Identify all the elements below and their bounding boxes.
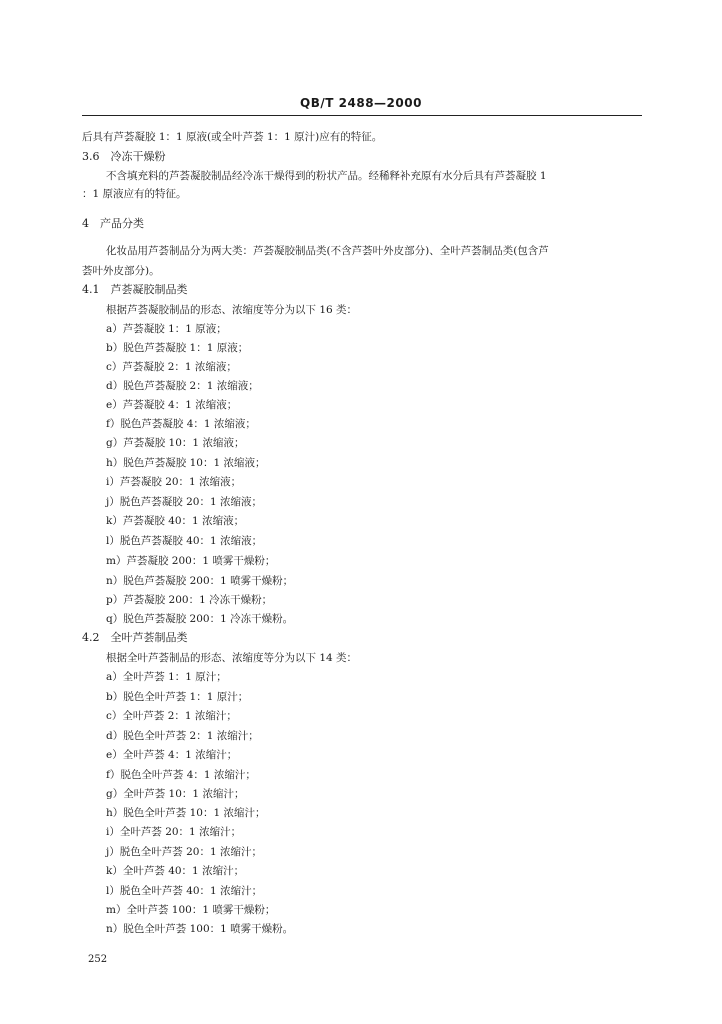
list-item: g）芦荟凝胶 10：1 浓缩液； <box>106 437 245 449</box>
text-line: 荟叶外皮部分)。 <box>82 265 160 277</box>
page-number: 252 <box>88 954 108 965</box>
section-heading-4: 4 产品分类 <box>82 217 144 230</box>
list-item: j）脱色全叶芦荟 20：1 浓缩汁； <box>106 846 262 858</box>
list-item: n）脱色全叶芦荟 100：1 喷雾干燥粉。 <box>106 923 294 935</box>
list-item: m）芦荟凝胶 200：1 喷雾干燥粉； <box>106 555 276 567</box>
text-line: ：1 原液应有的特征。 <box>82 188 187 200</box>
list-item: i）芦荟凝胶 20：1 浓缩液； <box>106 476 242 488</box>
list-item: a）全叶芦荟 1：1 原汁； <box>106 671 227 683</box>
list-item: i）全叶芦荟 20：1 浓缩汁； <box>106 826 242 838</box>
list-item: h）脱色芦荟凝胶 10：1 浓缩液； <box>106 457 266 469</box>
list-item: c）全叶芦荟 2：1 浓缩汁； <box>106 710 237 722</box>
text-line: 不含填充料的芦荟凝胶制品经冷冻干燥得到的粉状产品。经稀释补充原有水分后具有芦荟凝胶 1 <box>106 170 547 182</box>
text-line: 化妆品用芦荟制品分为两大类：芦荟凝胶制品类(不含芦荟叶外皮部分)、全叶芦荟制品类(包含芦 <box>106 245 549 257</box>
list-item: n）脱色芦荟凝胶 200：1 喷雾干燥粉； <box>106 575 294 587</box>
list-item: l）脱色芦荟凝胶 40：1 浓缩液； <box>106 535 263 547</box>
text-line: 根据全叶芦荟制品的形态、浓缩度等分为以下 14 类： <box>106 652 358 664</box>
text-line: 后具有芦荟凝胶 1：1 原液(或全叶芦荟 1：1 原汁)应有的特征。 <box>82 131 383 143</box>
list-item: k）芦荟凝胶 40：1 浓缩液； <box>106 515 245 527</box>
list-item: b）脱色芦荟凝胶 1：1 原液； <box>106 342 249 354</box>
section-heading-3-6: 3.6 冷冻干燥粉 <box>82 150 166 163</box>
list-item: d）脱色芦荟凝胶 2：1 浓缩液； <box>106 380 259 392</box>
list-item: j）脱色芦荟凝胶 20：1 浓缩液； <box>106 496 262 508</box>
list-item: e）全叶芦荟 4：1 浓缩汁； <box>106 749 238 761</box>
list-item: a）芦荟凝胶 1：1 原液； <box>106 323 227 335</box>
section-heading-4-2: 4.2 全叶芦荟制品类 <box>82 631 188 644</box>
standard-code-header: QB/T 2488—2000 <box>300 96 422 110</box>
list-item: d）脱色全叶芦荟 2：1 浓缩汁； <box>106 730 259 742</box>
list-item: c）芦荟凝胶 2：1 浓缩液； <box>106 361 237 373</box>
section-heading-4-1: 4.1 芦荟凝胶制品类 <box>82 283 188 296</box>
list-item: e）芦荟凝胶 4：1 浓缩液； <box>106 399 238 411</box>
header-rule <box>82 115 642 116</box>
text-line: 根据芦荟凝胶制品的形态、浓缩度等分为以下 16 类： <box>106 304 358 316</box>
list-item: m）全叶芦荟 100：1 喷雾干燥粉； <box>106 904 276 916</box>
list-item: p）芦荟凝胶 200：1 冷冻干燥粉； <box>106 594 273 606</box>
list-item: b）脱色全叶芦荟 1：1 原汁； <box>106 691 249 703</box>
list-item: f）脱色全叶芦荟 4：1 浓缩汁； <box>106 769 256 781</box>
list-item: l）脱色全叶芦荟 40：1 浓缩汁； <box>106 885 263 897</box>
list-item: h）脱色全叶芦荟 10：1 浓缩汁； <box>106 807 266 819</box>
list-item: g）全叶芦荟 10：1 浓缩汁； <box>106 788 245 800</box>
list-item: q）脱色芦荟凝胶 200：1 冷冻干燥粉。 <box>106 613 294 625</box>
list-item: k）全叶芦荟 40：1 浓缩汁； <box>106 865 245 877</box>
list-item: f）脱色芦荟凝胶 4：1 浓缩液； <box>106 418 256 430</box>
